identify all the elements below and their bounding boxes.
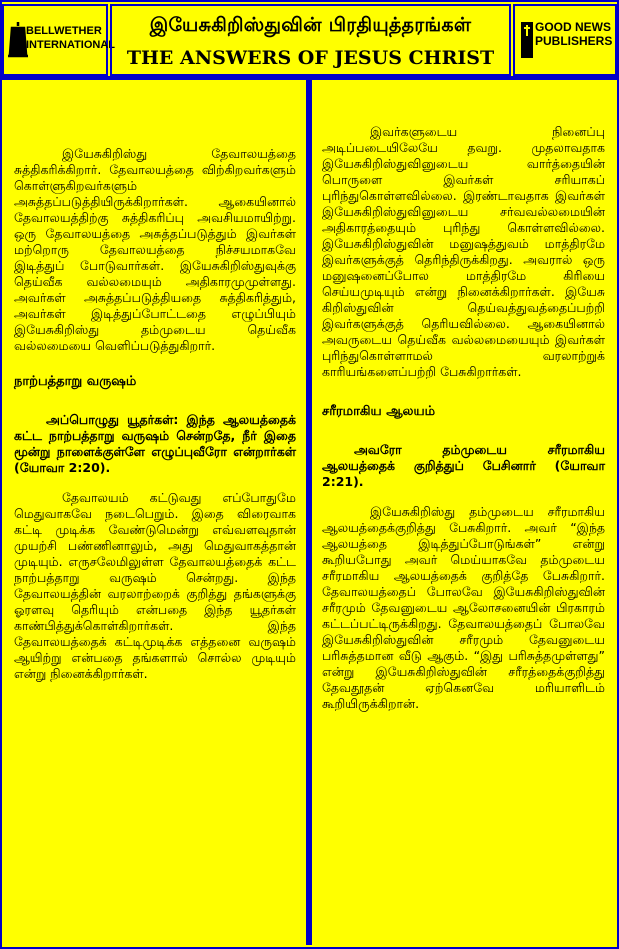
left-paragraph-2: தேவாலயம் கட்டுவது எப்போதுமே மெதுவாகவே நடைபெறும். இதை விரைவாக கட்டி முடிக்க வேண்டுமென்று எவ்வளவுதான் முயற்சி பண்ணினாலும், அது மெதுவாகத்தான் முடியும். எருசலேமிலுள்ள தேவாலயத்தைக் கட்ட நாற்பத்தாறு வருஷம் சென்றது. இந்த தேவாலயத்தின் வரலாற்றைக் குறித்து தங்களுக்கு ஓரளவு தெரியும் என்பதை இந்த யூதர்கள் காண்பித்துக்கொள்கிறார்கள். இந்த தேவாலயத்தைக் கட்டிமுடிக்க எத்தனை வருஷம் ஆயிற்று என்பதை தங்களால் சொல்ல முடியும் என்று நினைக்கிறார்கள்.: [14, 490, 296, 681]
logo-right-text: GOOD NEWS PUBLISHERS: [535, 20, 613, 48]
right-content: [322, 124, 605, 726]
bellwether-logo: [2, 4, 116, 76]
right-column: [310, 80, 615, 945]
left-scripture-quote: அப்பொழுது யூதர்கள்: இந்த ஆலயத்தைக் கட்ட நாற்பத்தாறு வருஷம் சென்றதே, நீர் இதை மூன்று நாளைக்குள்ளே எழுப்புவீரோ என்றார்கள் (யோவா 2:20).: [14, 412, 296, 475]
title-tamil: இயேசுகிறிஸ்துவின் பிரதியுத்தரங்கள்: [149, 14, 472, 36]
left-heading: நாற்பத்தாறு வருஷம்: [14, 374, 137, 389]
good-news-logo: [513, 4, 617, 76]
right-scripture-quote: அவரோ தம்முடைய சரீரமாகிய ஆலயத்தைக் குறித்துப் பேசினார் (யோவா 2:21).: [322, 442, 605, 489]
logo-left-text: BELLWETHER INTERNATIONAL: [26, 25, 116, 51]
book-icon: [518, 18, 536, 62]
right-paragraph-1: இவர்களுடைய நினைப்பு அடிப்படையிலேயே தவறு. முதலாவதாக இயேசுகிறிஸ்துவினுடைய வார்த்தையின் பொருளை இவர்கள் சரியாகப் புரிந்துகொள்ளவில்லை. இரண்டாவதாக இவர்கள் இயேசுகிறிஸ்துவினுடைய சர்வவல்லமையின் அதிகாரத்தையும் புரிந்து கொள்ளவில்லை. இயேசுகிறிஸ்துவின் மனுஷத்துவம் மாத்திரமே இவர்களுக்குத் தெரிந்திருக்கிறது. அவரால் ஒரு மனுஷனைப்போல மாத்திரமே கிரியை செய்யமுடியும் என்று நினைக்கிறார்கள். இயேசு கிறிஸ்துவின் தெய்வத்துவத்தைப்பற்றி இவர்களுக்குத் தெரியவில்லை. ஆகையினால் அவருடைய தெய்வீக வல்லமையையும் இவர்கள் புரிந்துகொள்ளாமல் வரலாற்றுக் காரியங்களைப்பற்றி பேசுகிறார்கள்.: [322, 124, 605, 379]
right-heading: சரீரமாகிய ஆலயம்: [322, 404, 436, 419]
left-content: [14, 146, 296, 696]
title-english: THE ANSWERS OF JESUS CHRIST: [126, 47, 495, 69]
left-paragraph-1: இயேசுகிறிஸ்து தேவாலயத்தை சுத்திகரிக்கிறார். தேவாலயத்தை விற்கிறவர்களும் கொள்ளுகிறவர்களும் அசுத்தப்படுத்தியிருக்கிறார்கள். ஆகையினால் தேவாலயத்திற்கு சுத்திகரிப்பு அவசியமாயிற்று. ஒரு தேவாலயத்தை அசுத்தப்படுத்தும் இவர்கள் மற்றொரு தேவாலயத்தை நிச்சயமாகவே இடித்துப் போடுவார்கள். இயேசுகிறிஸ்துவுக்கு தெய்வீக வல்லமையும் அதிகாரமுமுள்ளது. அவர்கள் அசுத்தப்படுத்தியதை சுத்திகரித்தும், அவர்கள் இடித்துப்போட்டதை எழுப்பியும் இயேசுகிறிஸ்து தம்முடைய தெய்வீக வல்லமையை வெளிப்படுத்துகிறார்.: [14, 146, 296, 353]
right-paragraph-2: இயேசுகிறிஸ்து தம்முடைய சரீரமாகிய ஆலயத்தைக்குறித்து பேசுகிறார். அவர் “இந்த ஆலயத்தை இடித்துப்போடுங்கள்” என்று கூறியபோது அவர் மெய்யாகவே தம்முடைய சரீரமாகிய ஆலயத்தைக் குறித்தே பேசுகிறார். தேவாலயத்தைப் போலவே இயேசுகிறிஸ்துவின் சரீரமும் தேவனுடைய ஆலோசனையின் பிரகாரம் கட்டப்பட்டிருக்கிறது. தேவாலயத்தைப் போலவே இயேசுகிறிஸ்துவின் சரீரமும் தேவனுடைய பரிசுத்தமான வீடு ஆகும். “இது பரிசுத்தமுள்ளது” என்று இயேசுகிறிஸ்துவின் சரீரத்தைக்குறித்து தேவதூதன் ஏற்கெனவே மரியாளிடம் கூறியிருக்கிறான்.: [322, 504, 605, 711]
header: [2, 2, 617, 76]
title-box: [110, 4, 511, 76]
left-column: [2, 80, 308, 945]
